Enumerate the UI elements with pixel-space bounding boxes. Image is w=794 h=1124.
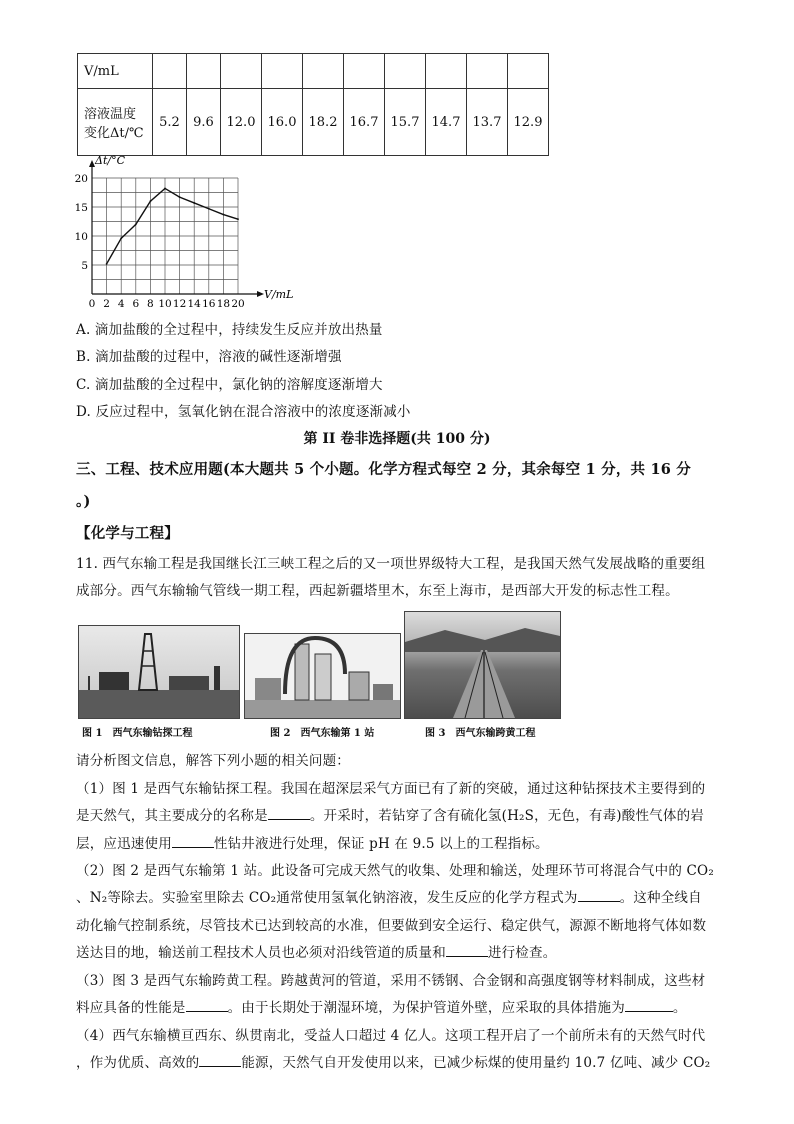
data-point xyxy=(135,224,137,226)
x-tick-label: 2 xyxy=(103,298,110,310)
y-axis-label: Δt/°C xyxy=(95,154,125,167)
option-c: C. 滴加盐酸的全过程中，氯化钠的溶解度逐渐增大 xyxy=(76,377,383,393)
section-title: 第 II 卷非选择题(共 100 分) xyxy=(303,431,491,447)
y-tick-label: 5 xyxy=(81,260,88,272)
table-row xyxy=(78,54,549,89)
data-point xyxy=(208,208,210,210)
table-row xyxy=(78,89,549,156)
answer-blank[interactable] xyxy=(625,999,673,1012)
q11-part2-line4: 送达目的地，输送前工程技术人员也必须对沿线管道的质量和 进行检查。 xyxy=(76,945,557,961)
q11-part3-line2: 料应具备的性能是 。由于长期处于潮湿环境，为保护管道外壁，应采取的具体措施为 。 xyxy=(76,1000,687,1016)
option-d: D. 反应过程中，氢氧化钠在混合溶液中的浓度逐渐减小 xyxy=(76,404,411,420)
q11-intro-line2: 成部分。西气东输输气管线一期工程，西起新疆塔里木，东至上海市，是西部大开发的标志性工程。 xyxy=(76,583,679,599)
data-series-line xyxy=(107,188,238,263)
table-cell: 9.6 xyxy=(187,89,221,156)
table-cell: 16.0 xyxy=(262,89,303,156)
x-tick-label: 4 xyxy=(117,298,125,310)
x-axis-label: V/mL xyxy=(264,288,294,301)
gas-station-image xyxy=(245,634,400,718)
figure2-caption: 图 2 西气东输第 1 站 xyxy=(270,728,375,739)
q11-part4-line2: ，作为优质、高效的 能源，天然气自开发使用以来，已减少标煤的使用量约 10.7 亿吨、减少 CO₂ xyxy=(76,1055,711,1071)
q11-part4-line1: （4）西气东输横亘西东、纵贯南北，受益人口超过 4 亿人。这项工程开启了一个前所未有的天然气时代 xyxy=(76,1028,706,1044)
answer-blank[interactable] xyxy=(446,944,488,957)
q11-part1-line3: 层，应迅速使用 性钻井液进行处理，保证 pH 在 9.5 以上的工程指标。 xyxy=(76,836,549,852)
q11-part3-line1: （3）图 3 是西气东输跨黄工程。跨越黄河的管道，采用不锈钢、合金钢和高强度钢等材料制成，这些材 xyxy=(76,973,706,989)
x-tick-label: 10 xyxy=(158,298,172,310)
answer-blank[interactable] xyxy=(578,889,620,902)
data-point xyxy=(120,237,122,239)
x-tick-label: 18 xyxy=(216,298,231,310)
q11-part2-line3: 动化输气控制系统，尽管技术已达到较高的水准，但要做到安全运行、稳定供气，源源不断地将气体如数 xyxy=(76,918,707,934)
part3-heading-end: 。) xyxy=(76,493,91,510)
x-axis-arrow xyxy=(257,291,264,297)
drilling-photo xyxy=(78,625,240,719)
temperature-chart xyxy=(76,152,306,310)
answer-blank[interactable] xyxy=(199,1054,241,1067)
x-tick-label: 16 xyxy=(202,298,216,310)
x-tick-label: 20 xyxy=(231,298,245,310)
y-tick-label: 20 xyxy=(74,173,88,185)
data-point xyxy=(237,218,239,220)
station-photo xyxy=(244,633,401,719)
pipeline-bridge-image xyxy=(405,612,560,718)
answer-blank[interactable] xyxy=(172,835,214,848)
answer-blank[interactable] xyxy=(268,807,310,820)
data-point xyxy=(223,214,225,216)
q11-prompt: 请分析图文信息，解答下列小题的相关问题： xyxy=(76,753,350,769)
table-header-temperature: 溶液温度 变化Δt/℃ xyxy=(78,89,153,156)
table-cell: 5.2 xyxy=(153,89,187,156)
drilling-rig-image xyxy=(79,626,239,718)
q11-part1-line1: （1）图 1 是西气东输钻探工程。我国在超深层采气方面已有了新的突破，通过这种钻探技术主要得到的 xyxy=(76,781,706,797)
option-b: B. 滴加盐酸的过程中，溶液的碱性逐渐增强 xyxy=(76,349,342,365)
figure1-caption: 图 1 西气东输钻探工程 xyxy=(82,728,193,739)
x-tick-label: 14 xyxy=(187,298,201,310)
data-point xyxy=(164,188,166,190)
option-a: A. 滴加盐酸的全过程中，持续发生反应并放出热量 xyxy=(76,322,383,338)
table-cell: 12.0 xyxy=(221,89,262,156)
q11-part2-line2: 、N₂等除去。实验室里除去 CO₂通常使用氢氧化钠溶液，发生反应的化学方程式为 。这种全线自 xyxy=(76,890,702,906)
figure3-caption: 图 3 西气东输跨黄工程 xyxy=(425,728,536,739)
q11-intro-line1: 11. 西气东输工程是我国继长江三峡工程之后的又一项世界级特大工程，是我国天然气发展战略的重要组 xyxy=(76,556,706,572)
table-cell: 14.7 xyxy=(426,89,467,156)
river-crossing-photo xyxy=(404,611,561,719)
y-tick-label: 15 xyxy=(74,202,88,214)
data-point xyxy=(150,200,152,202)
table-cell: 12.9 xyxy=(508,89,549,156)
q11-part2-line1: （2）图 2 是西气东输第 1 站。此设备可完成天然气的收集、处理和输送，处理环节可将混合气中的 CO₂ xyxy=(76,863,714,879)
table-header-volume: V/mL xyxy=(78,54,153,89)
x-tick-label: 0 xyxy=(88,298,96,310)
subsection-title: 【化学与工程】 xyxy=(76,525,179,542)
q11-part1-line2: 是天然气，其主要成分的名称是 。开采时，若钻穿了含有硫化氢(H₂S，无色，有毒)酸性气体的岩 xyxy=(76,808,704,824)
x-tick-label: 6 xyxy=(132,298,140,310)
x-tick-label: 12 xyxy=(172,298,187,310)
x-tick-label: 8 xyxy=(147,298,154,310)
table-cell: 16.7 xyxy=(344,89,385,156)
part3-heading: 三、工程、技术应用题(本大题共 5 个小题。化学方程式每空 2 分，其余每空 1 分，共 16 分 xyxy=(76,461,691,478)
table-cell: 15.7 xyxy=(385,89,426,156)
y-tick-label: 10 xyxy=(74,231,88,243)
answer-blank[interactable] xyxy=(186,999,228,1012)
data-table xyxy=(77,53,549,156)
data-point xyxy=(106,263,108,265)
table-cell: 18.2 xyxy=(303,89,344,156)
data-point xyxy=(179,196,181,198)
table-cell: 13.7 xyxy=(467,89,508,156)
data-point xyxy=(193,202,195,204)
